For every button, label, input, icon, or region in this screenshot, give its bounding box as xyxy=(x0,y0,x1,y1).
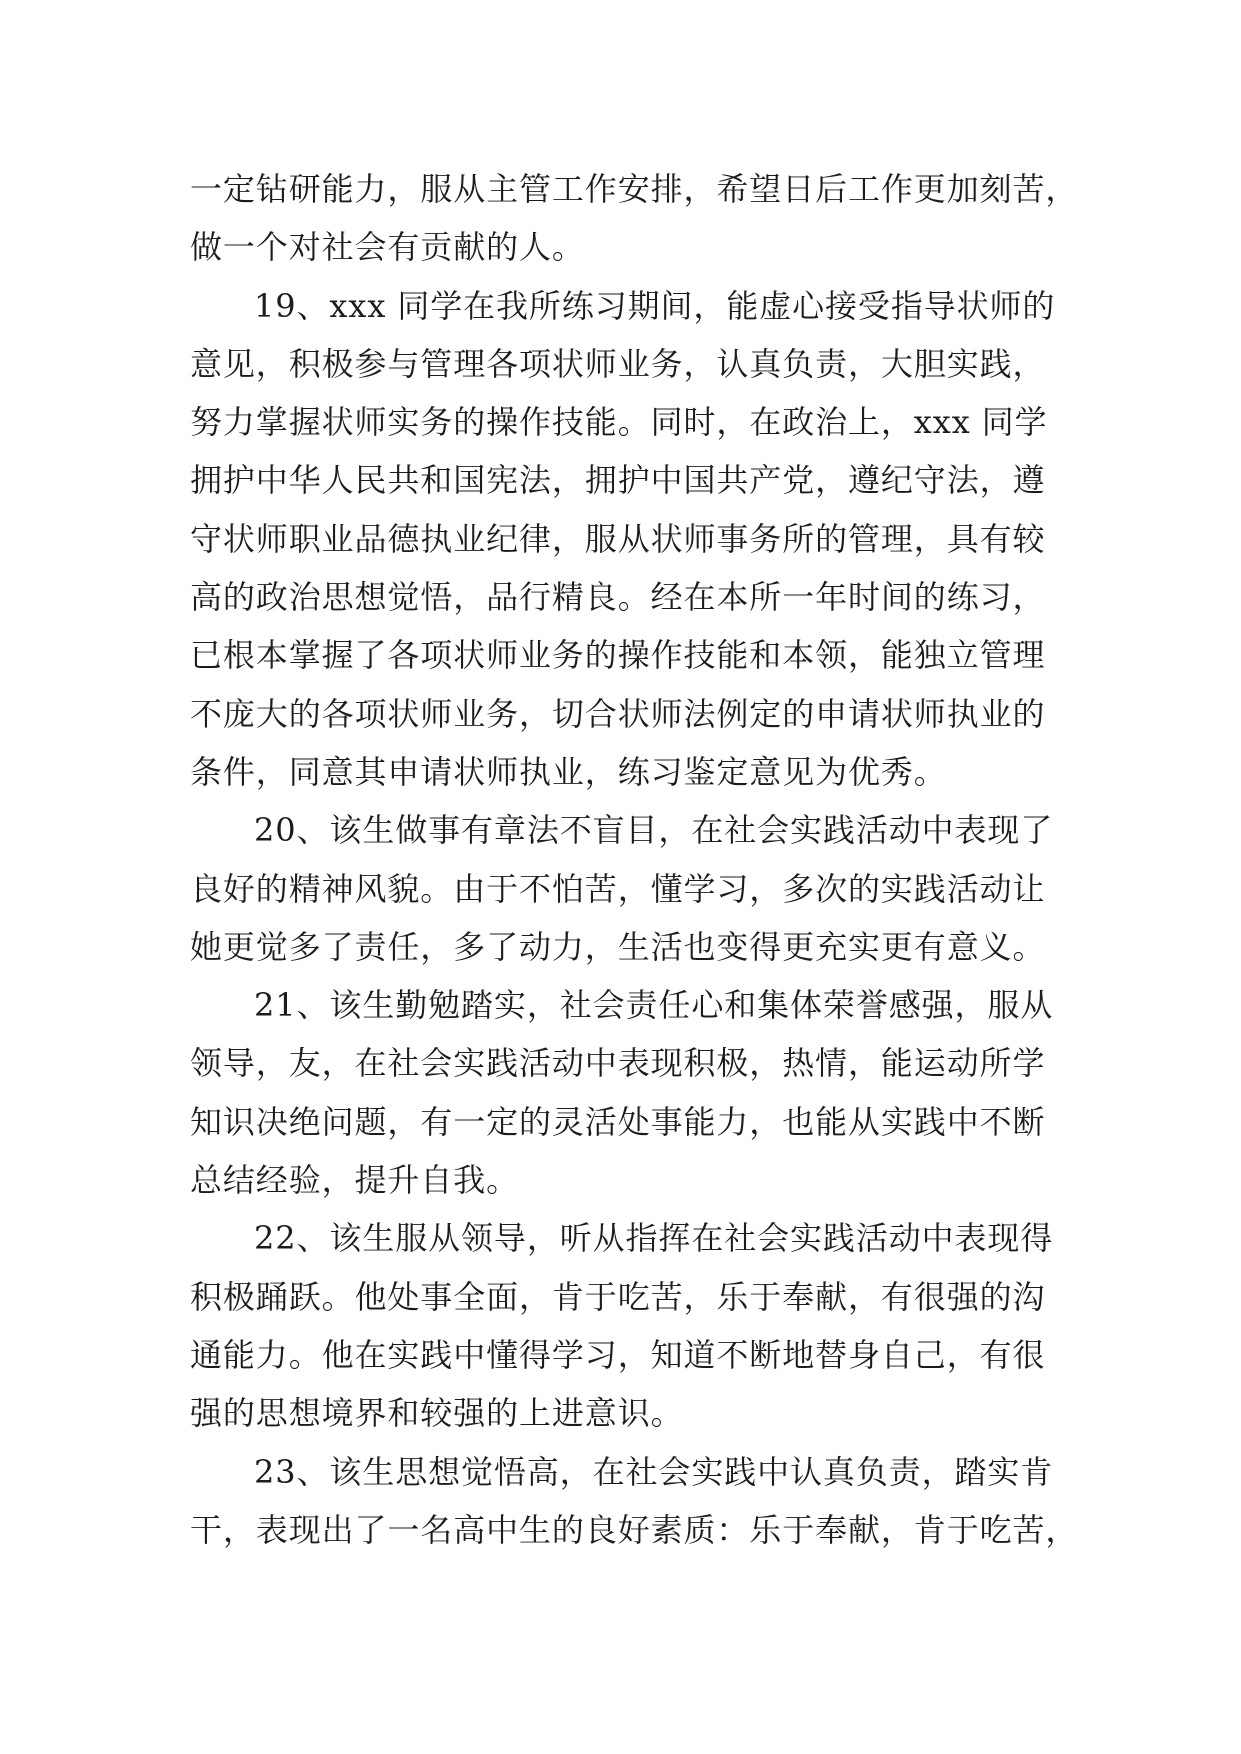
text-line: 意见，积极参与管理各项状师业务，认真负责，大胆实践， xyxy=(190,344,1046,383)
text-line: 拥护中华人民共和国宪法，拥护中国共产党，遵纪守法，遵 xyxy=(190,461,1046,500)
text-line: 条件，同意其申请状师执业，练习鉴定意见为优秀。 xyxy=(190,752,947,791)
paragraph-start-22: 22、该生服从领导，听从指挥在社会实践活动中表现得 xyxy=(254,1219,1054,1258)
text-line: 一定钻研能力，服从主管工作安排，希望日后工作更加刻苦， xyxy=(190,170,1079,208)
text-line: 不庞大的各项状师业务，切合状师法例定的申请状师执业的 xyxy=(190,694,1046,733)
text-line: 她更觉多了责任，多了动力，生活也变得更充实更有意义。 xyxy=(190,927,1046,966)
text-line: 通能力。他在实践中懂得学习，知道不断地替身自己，有很 xyxy=(190,1335,1046,1374)
text-line: 积极踊跃。他处事全面，肯于吃苦，乐于奉献，有很强的沟 xyxy=(190,1277,1046,1316)
text-line: 知识决绝问题，有一定的灵活处事能力，也能从实践中不断 xyxy=(190,1102,1046,1141)
text-line: 守状师职业品德执业纪律，服从状师事务所的管理，具有较 xyxy=(190,519,1046,558)
text-line: 良好的精神风貌。由于不怕苦，懂学习，多次的实践活动让 xyxy=(190,869,1046,908)
text-line: 已根本掌握了各项状师业务的操作技能和本领，能独立管理 xyxy=(190,636,1046,675)
text-line: 做一个对社会有贡献的人。 xyxy=(190,228,585,267)
text-line: 总结经验，提升自我。 xyxy=(190,1161,520,1200)
paragraph-start-20: 20、该生做事有章法不盲目，在社会实践活动中表现了 xyxy=(254,811,1054,850)
paragraph-start-19: 19、xxx 同学在我所练习期间，能虚心接受指导状师的 xyxy=(254,286,1056,325)
paragraph-start-23: 23、该生思想觉悟高，在社会实践中认真负责，踏实肯 xyxy=(254,1452,1054,1491)
text-line: 干，表现出了一名高中生的良好素质：乐于奉献，肯于吃苦， xyxy=(190,1510,1079,1549)
document-body xyxy=(190,160,1079,1559)
text-line: 领导，友，在社会实践活动中表现积极，热情，能运动所学 xyxy=(190,1044,1046,1083)
text-line: 高的政治思想觉悟，品行精良。经在本所一年时间的练习， xyxy=(190,578,1046,617)
text-line: 强的思想境界和较强的上进意识。 xyxy=(190,1394,684,1433)
paragraph-start-21: 21、该生勤勉踏实，社会责任心和集体荣誉感强，服从 xyxy=(254,986,1054,1025)
text-line: 努力掌握状师实务的操作技能。同时，在政治上，xxx 同学 xyxy=(190,403,1048,442)
